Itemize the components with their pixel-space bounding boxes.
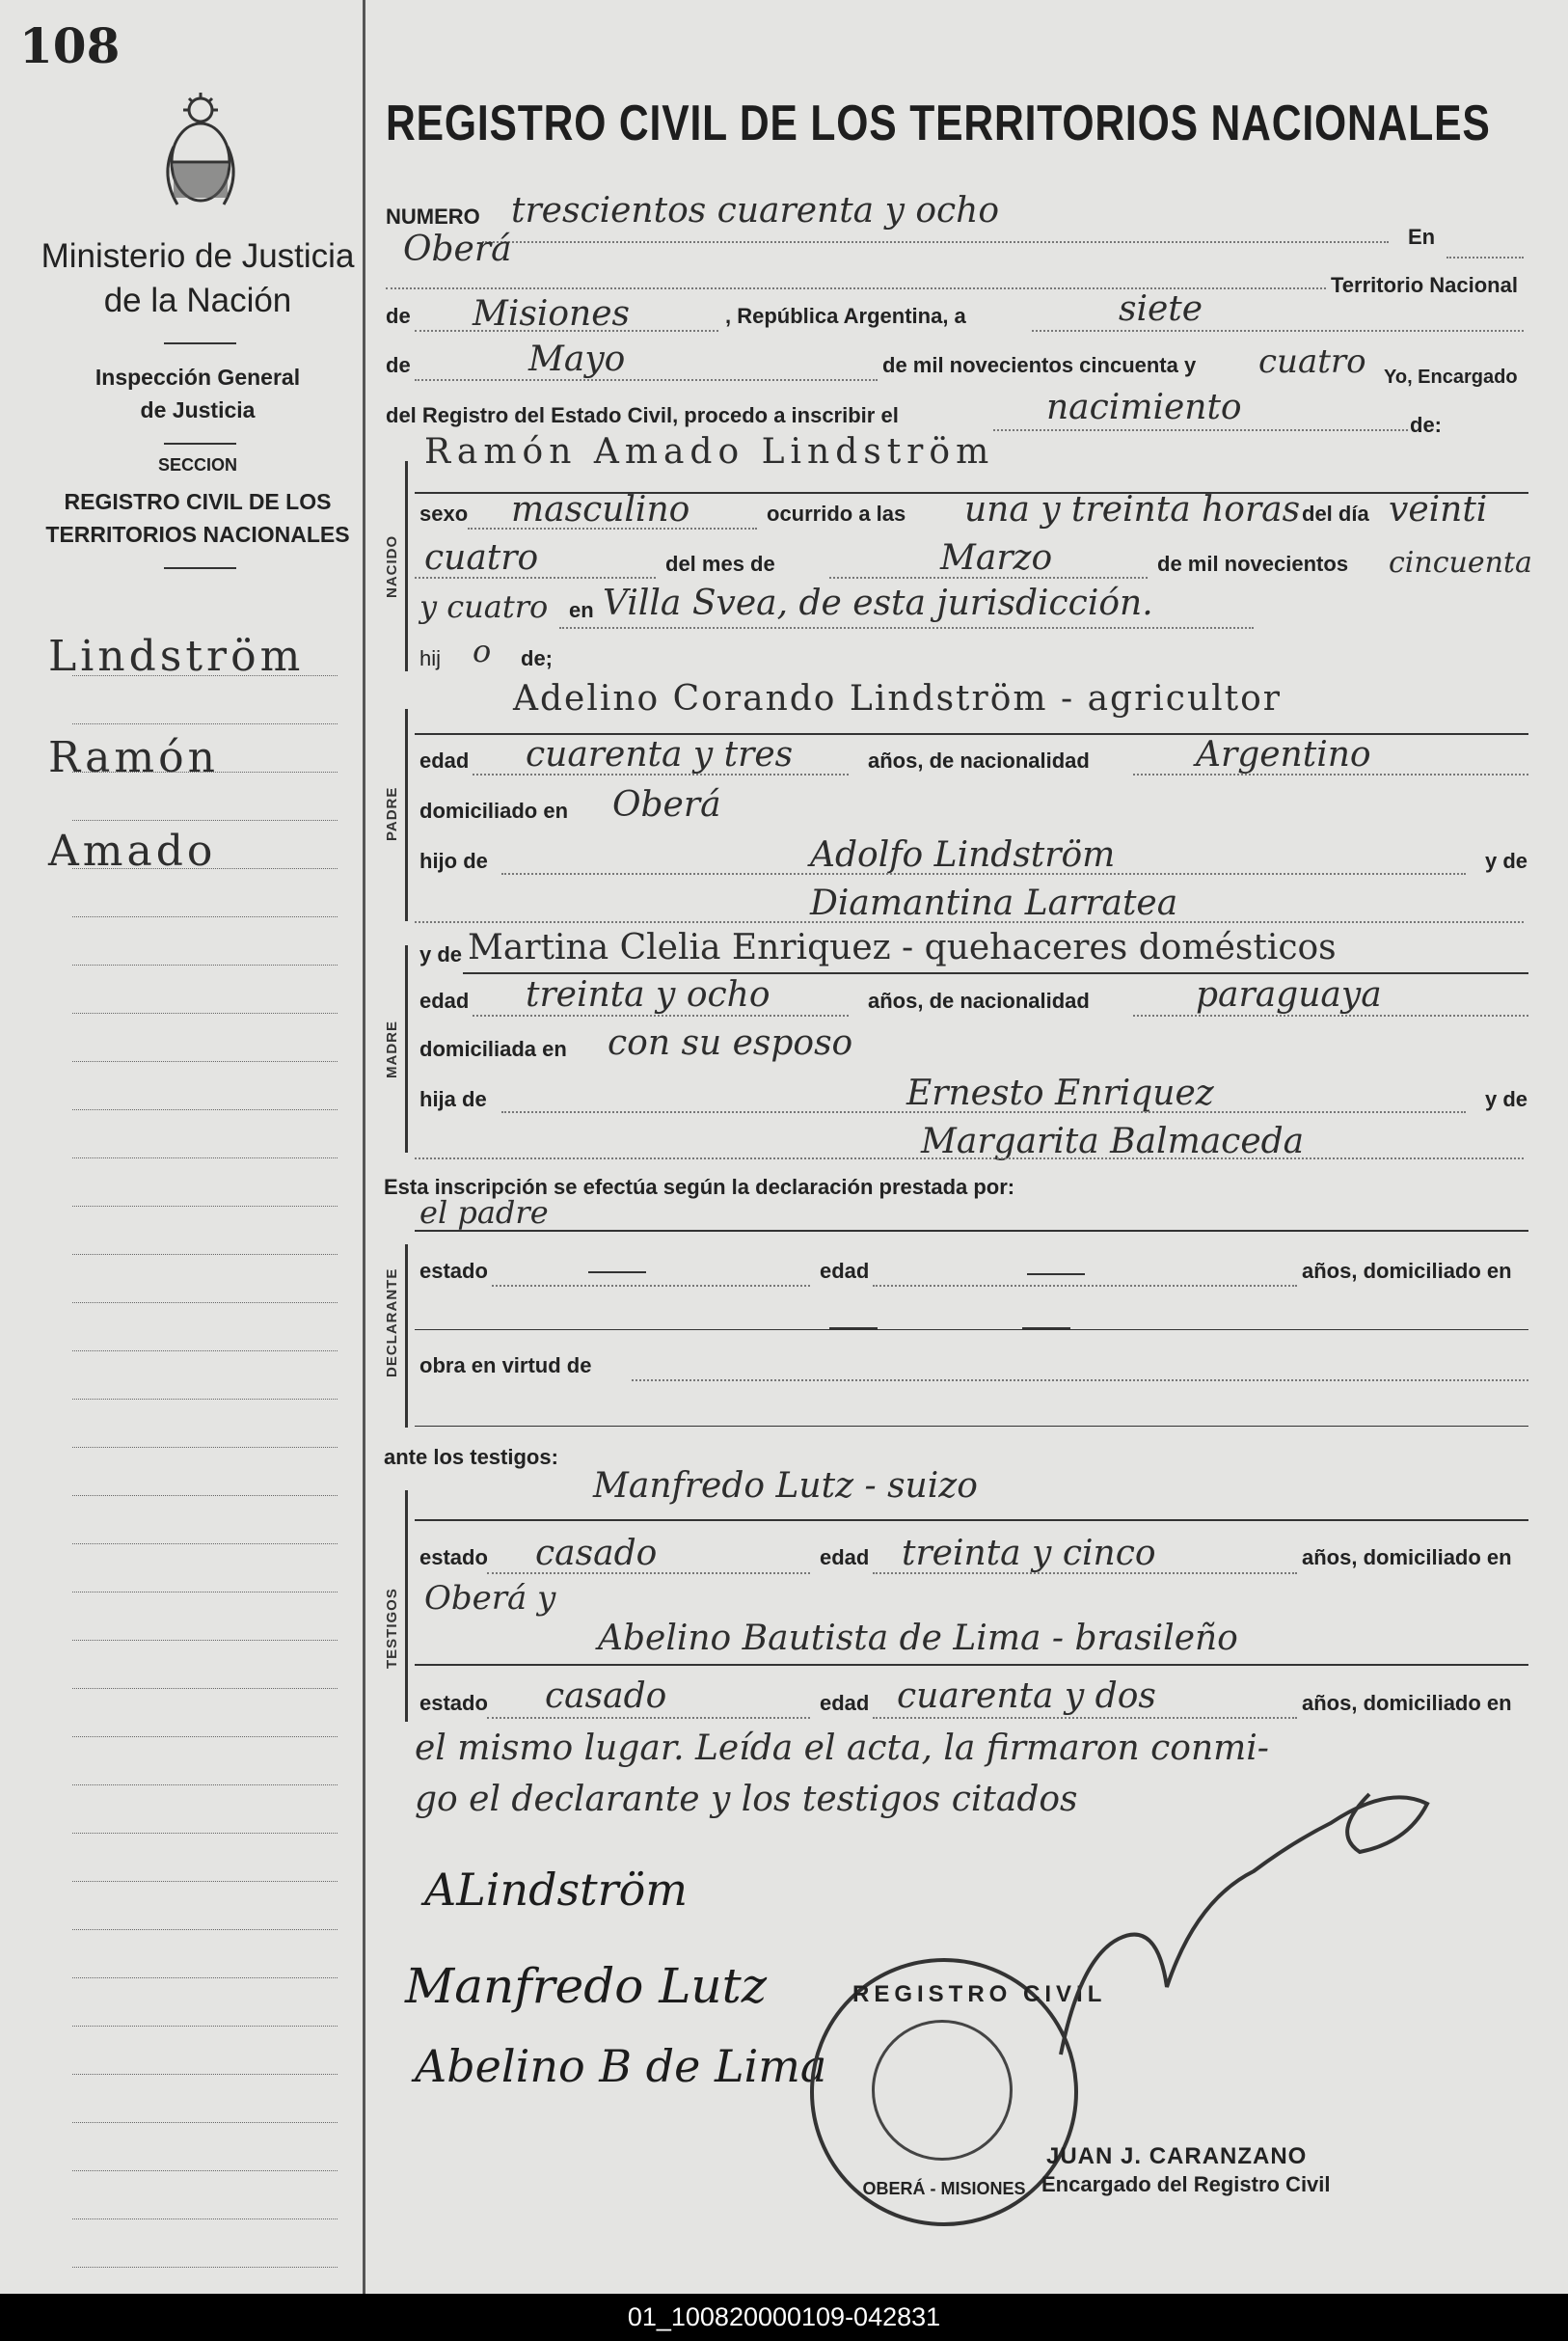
sidebar-ruled-line (72, 2267, 338, 2268)
signature-testigo-1: Manfredo Lutz (405, 1958, 768, 2014)
scan-identifier: 01_100820000109-042831 (0, 2294, 1568, 2341)
numero-label: NUMERO (386, 204, 480, 229)
de-label-1: de (386, 304, 411, 328)
padre-nationality-line (1133, 774, 1528, 776)
madre-name: Martina Clelia Enriquez - quehaceres domésticos (468, 928, 1337, 967)
birth-place-line (559, 627, 1254, 629)
declarante-line-2 (415, 1329, 1528, 1330)
mes-label: del mes de (665, 552, 775, 576)
day-b-line (415, 577, 656, 579)
day-b-value: cuatro (424, 538, 539, 578)
madre-nationality: paraguaya (1196, 975, 1382, 1015)
padre-hijo-label: hijo de (419, 849, 488, 873)
sidebar-ruled-line (72, 1302, 338, 1303)
sidebar-ruled-line (72, 1688, 338, 1689)
declarante-estado-label: estado (419, 1259, 488, 1283)
sidebar-ruled-line (72, 1977, 338, 1978)
madre-domicilio-label: domiciliada en (419, 1037, 567, 1061)
sidebar-ruled-line (72, 868, 338, 869)
sidebar-rule (164, 342, 236, 344)
declarante-dash (1027, 1273, 1085, 1275)
padre-mother: Diamantina Larratea (810, 884, 1178, 923)
t2-anos-label: años, domiciliado en (1302, 1691, 1512, 1715)
birth-place: Villa Svea, de esta jurisdicción. (603, 584, 1153, 623)
declarante-dash (1022, 1327, 1070, 1329)
t2-edad-label: edad (820, 1691, 870, 1715)
day-a-value: veinti (1389, 490, 1488, 530)
obra-line (632, 1379, 1528, 1381)
sidebar-ruled-line (72, 1447, 338, 1448)
closing-line-2: go el declarante y los testigos citados (415, 1780, 1078, 1819)
inspection-line-2: de Justicia (140, 397, 256, 422)
declarante-dash (588, 1271, 646, 1273)
declarante-side-label: DECLARANTE (384, 1267, 400, 1377)
de-label-2: de (386, 353, 411, 377)
margin-first-name: Ramón (48, 733, 219, 782)
margin-surname: Lindström (48, 632, 305, 681)
sidebar-ruled-line (72, 1929, 338, 1930)
nacido-name: Ramón Amado Lindström (424, 432, 995, 472)
section-label: SECCION (157, 455, 237, 475)
t1-estado-line (487, 1572, 810, 1574)
ministry-line-1: Ministerio de Justicia (41, 237, 355, 275)
signature-testigo-2: Abelino B de Lima (415, 2040, 827, 2092)
sidebar-ruled-line (72, 1206, 338, 1207)
territorio-label: Territorio Nacional (1331, 273, 1518, 297)
sidebar-ruled-line (72, 1495, 338, 1496)
stamp-inner-ring (872, 2020, 1013, 2161)
declarante-anos-label: años, domiciliado en (1302, 1259, 1512, 1283)
sidebar-ruled-line (72, 820, 338, 821)
padre-domicilio: Oberá (612, 785, 721, 825)
hijo-label: hij (419, 646, 442, 670)
sidebar-ruled-line (72, 1061, 338, 1062)
madre-nationality-line (1133, 1015, 1528, 1017)
hijo-value: o (473, 633, 492, 669)
day-line (1032, 330, 1524, 332)
sidebar-rule (164, 443, 236, 445)
en-label: En (1408, 225, 1436, 249)
madre-edad-label: edad (419, 989, 470, 1013)
stamp-bottom-text: OBERÁ - MISIONES (862, 2179, 1026, 2198)
declaracion-line (415, 1230, 1528, 1232)
padre-nationality: Argentino (1196, 735, 1371, 775)
birth-month-value: Marzo (940, 538, 1053, 578)
republica-label: , República Argentina, a (725, 304, 966, 328)
sidebar-ruled-line (72, 2026, 338, 2027)
birth-year-label: de mil novecientos (1157, 552, 1349, 576)
hijo-de-label: de; (521, 646, 553, 670)
yo-encargado-label: Yo, Encargado (1384, 367, 1518, 388)
sidebar-ruled-line (72, 1013, 338, 1014)
sidebar-ruled-line (72, 2170, 338, 2171)
month-line (415, 379, 878, 381)
sidebar-ruled-line (72, 1399, 338, 1400)
testigos-side-label: TESTIGOS (384, 1588, 400, 1669)
declarante-dash (829, 1327, 878, 1329)
declaracion-text: Esta inscripción se efectúa según la declaración prestada por: (384, 1175, 1015, 1199)
padre-anos-label: años, de nacionalidad (868, 749, 1090, 773)
madre-age: treinta y ocho (526, 975, 770, 1015)
national-coat-of-arms-icon (154, 89, 247, 216)
numero-line (482, 241, 1389, 243)
testigo-2-name-line (415, 1664, 1528, 1666)
padre-age-line (473, 774, 849, 776)
document-title: REGISTRO CIVIL DE LOS TERRITORIOS NACIONALES (386, 95, 1491, 151)
section-line-2: TERRITORIOS NACIONALES (45, 522, 350, 547)
madre-y-de: y de (419, 942, 463, 966)
sidebar-rule (164, 567, 236, 569)
inscription-line (993, 429, 1408, 431)
padre-age: cuarenta y tres (526, 735, 794, 775)
testigo-1-name: Manfredo Lutz - suizo (593, 1466, 978, 1506)
signature-declarante: ALindström (424, 1864, 688, 1916)
ocurrido-label: ocurrido a las (767, 502, 906, 526)
ministry-line-2: de la Nación (103, 282, 292, 319)
testigo-2-name: Abelino Bautista de Lima - brasileño (598, 1619, 1238, 1658)
ministry-title (39, 234, 357, 323)
padre-edad-label: edad (419, 749, 470, 773)
sidebar-ruled-line (72, 2074, 338, 2075)
sexo-value: masculino (511, 490, 690, 530)
birth-year-a-value: cincuenta (1389, 546, 1532, 580)
sexo-line (468, 528, 757, 530)
sidebar-ruled-line (72, 772, 338, 773)
month-value: Mayo (528, 340, 626, 379)
declarante-bracket (405, 1244, 408, 1428)
day-value: siete (1119, 289, 1203, 329)
madre-father-line (501, 1111, 1466, 1113)
madre-side-label: MADRE (384, 1021, 400, 1078)
declaracion-value: el padre (419, 1194, 549, 1231)
sidebar-ruled-line (72, 1736, 338, 1737)
testigos-bracket (405, 1490, 408, 1722)
inspection-title (39, 361, 357, 426)
inscription-type: nacimiento (1046, 388, 1242, 427)
sidebar-ruled-line (72, 1254, 338, 1255)
padre-domicilio-label: domiciliado en (419, 799, 569, 823)
padre-mother-line (415, 921, 1524, 923)
madre-anos-label: años, de nacionalidad (868, 989, 1090, 1013)
t2-estado-label: estado (419, 1691, 488, 1715)
nacido-side-label: NACIDO (384, 534, 400, 598)
closing-line-1: el mismo lugar. Leída el acta, la firmaron conmi- (415, 1729, 1269, 1768)
padre-father-line (501, 873, 1466, 875)
officer-title: Encargado del Registro Civil (1041, 2172, 1331, 2196)
t2-estado: casado (545, 1676, 667, 1716)
section-title (39, 485, 357, 551)
padre-side-label: PADRE (384, 786, 400, 841)
t2-estado-line (487, 1717, 810, 1719)
t1-edad: treinta y cinco (902, 1534, 1156, 1573)
madre-bracket (405, 945, 408, 1153)
en-line (1446, 257, 1524, 259)
madre-hija-label: hija de (419, 1087, 487, 1111)
sidebar-ruled-line (72, 1881, 338, 1882)
officer-signature-scrawl-icon (1041, 1765, 1446, 2074)
de-colon-label: de: (1410, 413, 1442, 437)
sidebar-ruled-line (72, 1157, 338, 1158)
madre-age-line (473, 1015, 849, 1017)
padre-bracket (405, 709, 408, 921)
inscription-text: del Registro del Estado Civil, procedo a inscribir el (386, 403, 899, 427)
nacido-bracket (405, 461, 408, 671)
city-value: Oberá (403, 230, 512, 269)
province-line (415, 330, 718, 332)
sidebar-ruled-line (72, 1350, 338, 1351)
t2-edad: cuarenta y dos (897, 1676, 1156, 1716)
sidebar-ruled-line (72, 1640, 338, 1641)
declarante-estado-line (492, 1285, 810, 1287)
obra-label: obra en virtud de (419, 1353, 592, 1377)
official-stamp (810, 1958, 1107, 2226)
ante-testigos-label: ante los testigos: (384, 1445, 558, 1469)
t1-anos-label: años, domiciliado en (1302, 1545, 1512, 1569)
birth-year-b-value: y cuatro (419, 588, 549, 625)
t2-edad-line (873, 1717, 1297, 1719)
declarante-edad-line (873, 1285, 1297, 1287)
sidebar-ruled-line (72, 675, 338, 676)
stamp-top-text: REGISTRO CIVIL (852, 1981, 1107, 2007)
t1-edad-line (873, 1572, 1297, 1574)
declarante-line-3 (415, 1426, 1528, 1427)
sidebar-ruled-line (72, 1833, 338, 1834)
sidebar-ruled-line (72, 1109, 338, 1110)
dia-label: del día (1302, 502, 1369, 526)
declarante-edad-label: edad (820, 1259, 870, 1283)
madre-father: Ernesto Enriquez (906, 1074, 1214, 1113)
province-value: Misiones (473, 294, 631, 334)
hour-value: una y treinta horas (964, 490, 1301, 530)
sidebar-ruled-line (72, 2122, 338, 2123)
t1-domicilio: Oberá y (424, 1579, 556, 1618)
officer-name: JUAN J. CARANZANO (1046, 2143, 1308, 2169)
t1-estado: casado (535, 1534, 658, 1573)
birth-month-line (829, 577, 1148, 579)
numero-value: trescientos cuarenta y ocho (511, 191, 1000, 231)
sidebar-ruled-line (72, 1784, 338, 1785)
page-number: 108 (19, 17, 121, 74)
t1-estado-label: estado (419, 1545, 488, 1569)
sidebar-ruled-line (72, 965, 338, 966)
year-label: de mil novecientos cincuenta y (882, 353, 1197, 377)
madre-mother-line (415, 1157, 1524, 1159)
testigo-1-name-line (415, 1519, 1528, 1521)
padre-name: Adelino Corando Lindström - agricultor (513, 679, 1283, 719)
inspection-line-1: Inspección General (95, 365, 301, 390)
madre-mother: Margarita Balmaceda (921, 1122, 1305, 1161)
margin-second-name: Amado (48, 827, 217, 876)
sexo-label: sexo (419, 502, 469, 526)
sidebar-ruled-line (72, 723, 338, 724)
padre-father: Adolfo Lindström (810, 835, 1116, 875)
section-line-1: REGISTRO CIVIL DE LOS (64, 489, 332, 514)
sidebar-divider (363, 0, 365, 2294)
madre-y-de2: y de (1485, 1087, 1528, 1111)
madre-name-line (463, 972, 1528, 974)
t1-edad-label: edad (820, 1545, 870, 1569)
madre-domicilio: con su esposo (608, 1023, 853, 1063)
year-value: cuatro (1258, 342, 1366, 381)
sidebar-ruled-line (72, 916, 338, 917)
sidebar-ruled-line (72, 1543, 338, 1544)
padre-y-de: y de (1485, 849, 1528, 873)
en-place-label: en (569, 598, 594, 622)
